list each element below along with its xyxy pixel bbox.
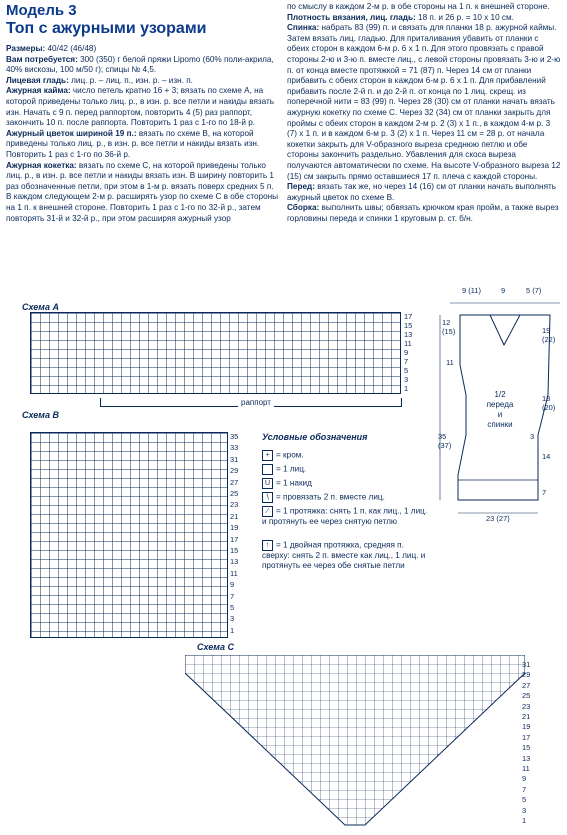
row-number: 17: [230, 534, 239, 544]
para-assembly: Сборка: выполнить швы; обвязать крючком края пройм, а также вырез горловины переда и спинки 1 круговым р. ст. б/н.: [287, 203, 559, 223]
label-right-4: 14: [542, 452, 551, 461]
schema-b-row-numbers: [230, 432, 250, 638]
row-number: 5: [404, 366, 409, 375]
schema-a-label: Схема A: [22, 302, 59, 312]
legend-title: Условные обозначения: [262, 432, 368, 442]
page-title: Топ с ажурными узорами: [6, 20, 207, 37]
label-right-3: 3: [530, 432, 535, 441]
row-number: 19: [522, 722, 531, 732]
row-number: 29: [230, 466, 239, 476]
schema-a-row-numbers: [404, 312, 424, 394]
row-number: 27: [230, 477, 239, 487]
label-right-1: 19 (22): [542, 326, 556, 344]
row-number: 11: [522, 764, 530, 773]
para-continuation: по смыслу в каждом 2-м р. в обе стороны на 1 п. к внешней стороне.: [287, 2, 550, 11]
row-number: 1: [230, 625, 235, 635]
label-left-3: 35 (37): [438, 432, 452, 450]
label-right-2: 18 (20): [542, 394, 556, 412]
schema-b-grid: [30, 432, 228, 638]
label-top-3: 5 (7): [526, 286, 542, 295]
para-lace-yoke: Ажурная кокетка: вязать по схеме С, на которой приведены только лиц. р., в изн. р. все петли и накиды вязать изн. В ширину повторить 1 раз обозначенные петли, при этом в 1-м р. вязать поверх средних 5 п. В каждом следующем 2-м р. расширять узор по схеме С в обе стороны на 1 п. к внешней стороне. Повторить 1 раз с 1-го по 32-й р., затем повторять 31-й и 32-й р., при этом расширяя ажурный узор: [6, 160, 279, 223]
row-number: 1: [404, 384, 409, 393]
row-number: 21: [522, 712, 531, 721]
diagram-center-text: 1/2 переда и спинки: [486, 390, 514, 429]
row-number: 9: [404, 348, 409, 357]
model-number: Модель 3: [6, 2, 77, 19]
label-left-1: 12 (15): [442, 318, 456, 336]
row-number: 5: [522, 795, 527, 805]
row-number: 27: [522, 680, 531, 690]
schema-c-row-numbers: [522, 660, 552, 830]
legend: [262, 432, 432, 602]
k2tog-icon: ∖: [262, 492, 273, 503]
legend-item-k2tog: ∖ = провязать 2 п. вместе лиц.: [262, 492, 385, 503]
label-left-2: 11: [446, 358, 454, 367]
schema-c-label: Схема C: [197, 642, 234, 652]
row-number: 11: [230, 568, 238, 578]
knit-stitch-icon: [262, 464, 273, 475]
label-bottom: 23 (27): [486, 514, 510, 523]
row-number: 21: [230, 511, 239, 521]
row-number: 35: [230, 432, 239, 441]
para-lace-border: Ажурная кайма: число петель кратно 16 + 3; вязать по схеме А, на которой приведены только лиц. р., в изн. р. все петли и накиды вязать изн. Начать с 9 п. перед раппортом, повторить 4 (5) раз раппорт, закончить 10 п. после раппорта. Повторить 1 раз с 1-го по 18-й р.: [6, 86, 275, 128]
label-top-1: 9 (11): [462, 286, 482, 295]
para-front: Перед: вязать так же, но через 14 (16) см от планки начать выполнять ажурный цветок по схеме В.: [287, 182, 557, 202]
row-number: 1: [522, 816, 527, 825]
legend-item-edge: + = кром.: [262, 450, 304, 461]
row-number: 13: [522, 753, 531, 763]
rapport-label: раппорт: [238, 398, 274, 407]
schema-b-label: Схема B: [22, 410, 59, 420]
row-number: 17: [522, 732, 531, 742]
left-text-column: [6, 44, 281, 224]
label-top-2: 9: [501, 286, 506, 295]
label-right-5: 7: [542, 488, 547, 497]
row-number: 13: [230, 557, 239, 567]
row-number: 9: [522, 774, 527, 784]
row-number: 5: [230, 603, 235, 612]
row-number: 15: [522, 743, 531, 753]
row-number: 25: [230, 489, 239, 498]
para-stockinette: Лицевая гладь: лиц. р. – лиц. п., изн. р. – изн. п.: [6, 75, 193, 85]
right-text-column: [287, 2, 561, 224]
legend-item-double-dec: ↑ = 1 двойная протяжка, средняя п. сверху: снять 2 п. вместе как лиц., 1 лиц. и протянуть ее через обе снятые петли: [262, 540, 426, 570]
legend-item-yarnover: U = 1 накид: [262, 478, 312, 489]
row-number: 15: [230, 546, 239, 555]
edge-stitch-icon: +: [262, 450, 273, 461]
row-number: 17: [404, 312, 413, 321]
row-number: 3: [522, 805, 527, 815]
para-lace-flower: Ажурный цветок шириной 19 п.: вязать по схеме В, на которой приведены только лиц. р., в изн. р. все петли и накиды вязать изн. Повторить 1 раз с 1-го по 36-й р.: [6, 128, 260, 159]
row-number: 9: [230, 580, 235, 590]
row-number: 3: [230, 614, 235, 624]
schema-a-grid: [30, 312, 401, 394]
ssk-icon: ∕: [262, 506, 273, 517]
row-number: 19: [230, 523, 239, 533]
row-number: 23: [522, 701, 531, 711]
row-number: 29: [522, 670, 531, 680]
para-back: Спинка: набрать 83 (99) п. и связать для планки 18 р. ажурной каймы. Затем вязать лиц. гладью. Для приталивания убавить от планки с обеих сторон в каждом 6-м р. 6 х 1 п. Для этого провязать с правой стороны 2-ю и 3-ю п. вместе лиц., с левой стороны провязать 3-ю и 2-ю п. от конца вместе протяжкой = 71 (87) п. Через 14 см от планки прибавить с обеих сторон в каждом 6-м р. 6 х 1 п. Для прибавлений прибавить после 2-й п. и до 2-й п. от конца по 1 лиц. скрещ. из поперечной нити = 83 (99) п. Через 28 (30) см от планки начать вязать ажурную кокетку по схеме С. Через 32 (34) см от планки закрыть для проймы с обеих сторон в каждом 2-м р. 2 (3) х 1 п., в каждом 4-м р. 3 (7) х 1 п. и в каждом 6-м р. 3 (2) х 1 п. Через 11 см = 28 р. от начала кокетки закрыть для V-образного выреза среднюю петлю и обе стороны закончить раздельно. Убавления для скоса выреза получаются автоматически по схеме. На высоте V-образного выреза 12 (15) см закрыть прямо оставшиеся 17 п. плеча с каждой стороны.: [287, 23, 561, 181]
para-materials: Вам потребуется: 300 (350) г белой пряжи Lipomo (60% поли-акрила, 40% вискозы, 100 м/50 г); спицы № 4,5.: [6, 54, 274, 75]
row-number: 31: [230, 454, 239, 464]
schema-c-grid: [185, 655, 525, 830]
row-number: 13: [404, 330, 413, 339]
para-sizes: Размеры: 40/42 (46/48): [6, 44, 97, 53]
row-number: 7: [230, 591, 235, 601]
row-number: 7: [404, 357, 409, 366]
row-number: 23: [230, 500, 239, 510]
row-number: 3: [404, 375, 409, 384]
row-number: 15: [404, 321, 413, 330]
legend-item-ssk: ∕ = 1 протяжка: снять 1 п. как лиц., 1 лиц. и протянуть ее через снятую петлю: [262, 506, 428, 526]
row-number: 31: [522, 660, 531, 669]
row-number: 33: [230, 443, 239, 453]
row-number: 7: [522, 784, 527, 794]
row-number: 25: [522, 691, 531, 701]
para-gauge: Плотность вязания, лиц. гладь: 18 п. и 26 р. = 10 х 10 см.: [287, 12, 514, 22]
legend-item-knit: = 1 лиц.: [262, 464, 306, 475]
double-decrease-icon: ↑: [262, 540, 273, 551]
row-number: 11: [404, 339, 412, 348]
yarnover-icon: U: [262, 478, 273, 489]
